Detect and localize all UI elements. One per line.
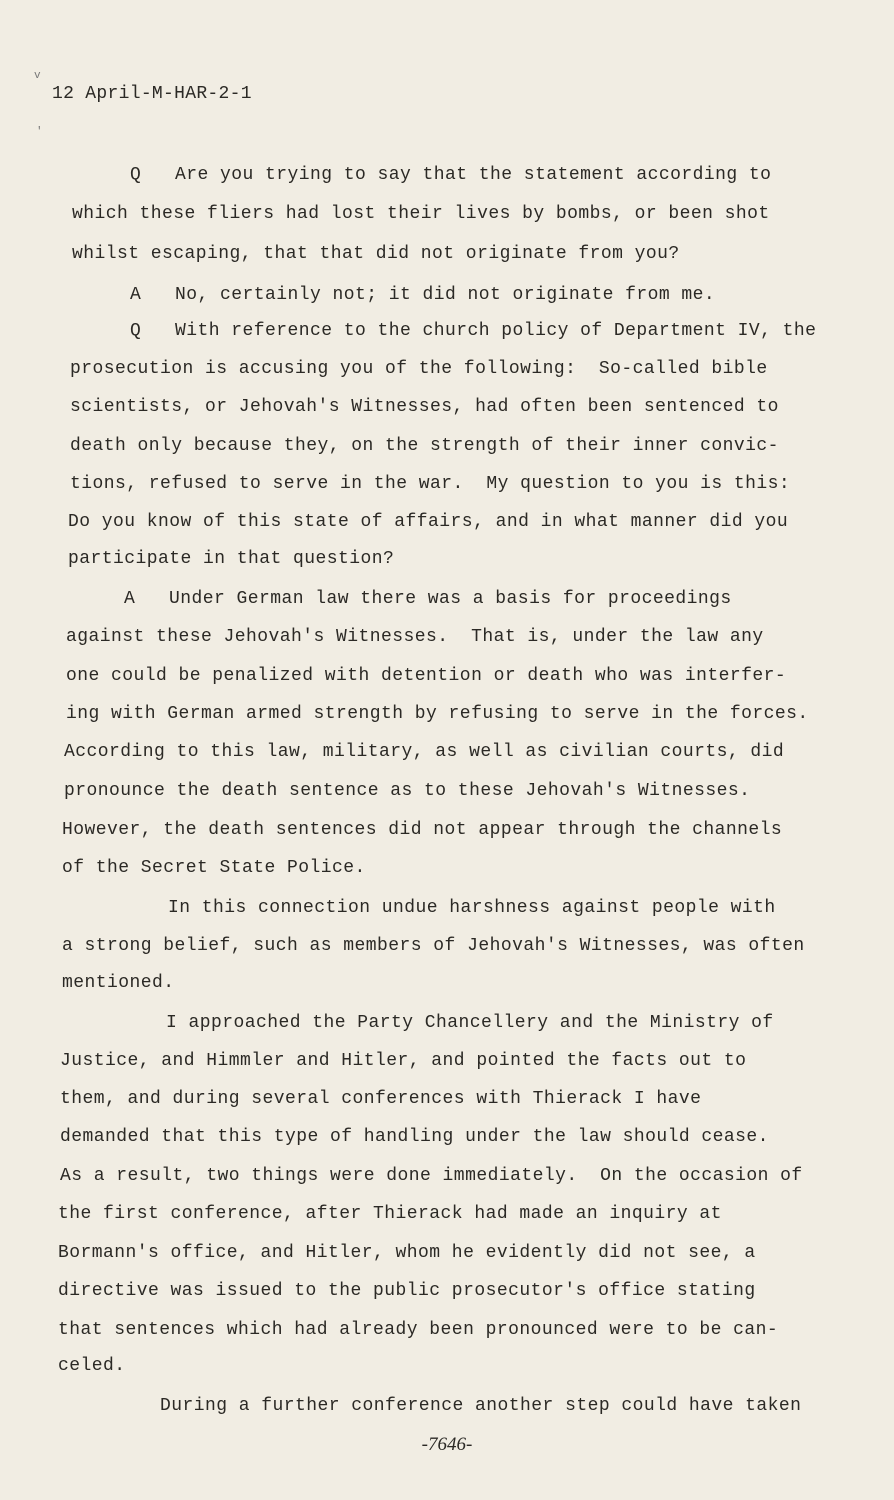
text-line: Justice, and Himmler and Hitler, and pointed the facts out to <box>60 1051 747 1071</box>
text-line: prosecution is accusing you of the following: So-called bible <box>70 359 768 379</box>
text-line: mentioned. <box>62 973 175 993</box>
text-line: a strong belief, such as members of Jehovah's Witnesses, was often <box>62 936 805 956</box>
text-line: the first conference, after Thierack had made an inquiry at <box>58 1204 722 1224</box>
text-line: death only because they, on the strength of their inner convic- <box>70 436 779 456</box>
text-line: directive was issued to the public prosecutor's office stating <box>58 1281 756 1301</box>
margin-mark: ' <box>36 126 43 138</box>
text-line: participate in that question? <box>68 549 395 569</box>
text-line: However, the death sentences did not appear through the channels <box>62 820 783 840</box>
text-line: As a result, two things were done immediately. On the occasion of <box>60 1166 803 1186</box>
text-line: whilst escaping, that that did not originate from you? <box>72 244 680 264</box>
text-line: demanded that this type of handling under the law should cease. <box>60 1127 769 1147</box>
text-line: that sentences which had already been pronounced were to be can- <box>58 1320 779 1340</box>
text-line: scientists, or Jehovah's Witnesses, had often been sentenced to <box>70 397 779 417</box>
margin-mark: v <box>34 70 41 82</box>
text-line: A Under German law there was a basis for proceedings <box>124 589 732 609</box>
text-line: A No, certainly not; it did not originate from me. <box>130 285 716 305</box>
text-line: Do you know of this state of affairs, and in what manner did you <box>68 512 789 532</box>
text-line: Q Are you trying to say that the statement according to <box>130 165 772 185</box>
text-line: pronounce the death sentence as to these Jehovah's Witnesses. <box>64 781 751 801</box>
page-number: -7646- <box>421 1434 473 1455</box>
text-line: ing with German armed strength by refusing to serve in the forces. <box>66 704 809 724</box>
text-line: In this connection undue harshness against people with <box>168 898 776 918</box>
text-line: against these Jehovah's Witnesses. That is, under the law any <box>66 627 764 647</box>
text-line: which these fliers had lost their lives by bombs, or been shot <box>72 204 770 224</box>
text-line: of the Secret State Police. <box>62 858 366 878</box>
text-line: celed. <box>58 1356 126 1376</box>
page-header: 12 April-M-HAR-2-1 <box>52 84 252 104</box>
text-line: According to this law, military, as well as civilian courts, did <box>64 742 785 762</box>
text-line: one could be penalized with detention or death who was interfer- <box>66 666 787 686</box>
text-line: I approached the Party Chancellery and the Ministry of <box>166 1013 774 1033</box>
text-line: Q With reference to the church policy of Department IV, the <box>130 321 817 341</box>
text-line: Bormann's office, and Hitler, whom he evidently did not see, a <box>58 1243 756 1263</box>
text-line: tions, refused to serve in the war. My question to you is this: <box>70 474 791 494</box>
text-line: During a further conference another step could have taken <box>160 1396 802 1416</box>
text-line: them, and during several conferences with Thierack I have <box>60 1089 702 1109</box>
